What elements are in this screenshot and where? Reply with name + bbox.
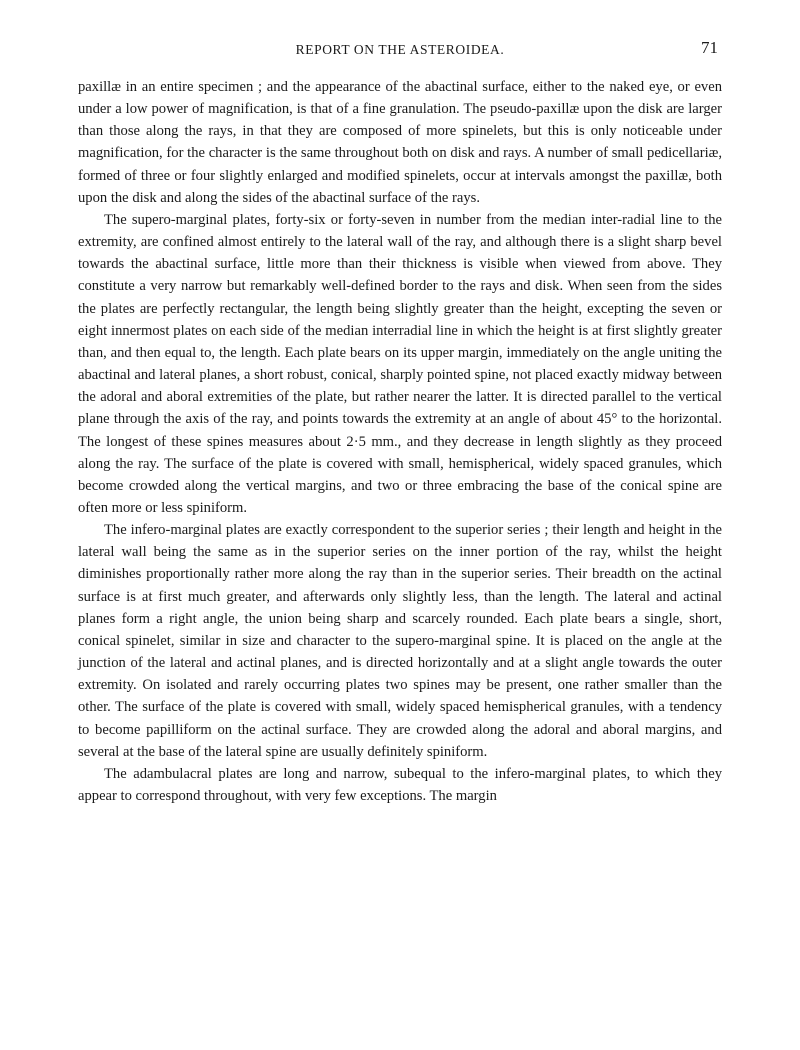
- paragraph-infero-marginal-plates: The infero-marginal plates are exactly correspondent to the superior series ; their length and height in the lateral wall being the same as in the superior series on the inner portion of the ray, whilst the height diminishes proportionally rather more along the ray than in the superior series. Their breadth on the actinal surface is at first much greater, and afterwards only slightly less, than the length. The lateral and actinal planes form a right angle, the union being sharp and scarcely rounded. Each plate bears a single, short, conical spinelet, similar in size and character to the supero-marginal spine. It is placed on the angle at the junction of the lateral and actinal planes, and is directed horizontally and at a slight angle towards the outer extremity. On isolated and rarely occurring plates two spines may be present, one rather smaller than the other. The surface of the plate is covered with small, widely spaced hemispherical granules, with a tendency to become papilliform on the actinal surface. They are crowded along the adoral and aboral margins, and several at the base of the lateral spine are usually definitely spiniform.: [78, 522, 722, 760]
- running-title: REPORT ON THE ASTEROIDEA.: [295, 42, 505, 57]
- document-page: [78, 36, 722, 807]
- running-header: [78, 36, 722, 66]
- page-number: 71: [701, 38, 718, 57]
- paragraph-supero-marginal-plates: The supero-marginal plates, forty-six or forty-seven in number from the median inter-radial line to the extremity, are confined almost entirely to the lateral wall of the ray, and although there is a slight sharp bevel towards the abactinal surface, little more than their thickness is visible when viewed from above. They constitute a very narrow but remarkably well-defined border to the rays and disk. When seen from the sides the plates are perfectly rectangular, the length being slightly greater than the height, excepting the seven or eight innermost plates on each side of the median interradial line in which the height is at first slightly greater than, and then equal to, the length. Each plate bears on its upper margin, immediately on the angle uniting the abactinal and lateral planes, a short robust, conical, sharply pointed spine, not placed exactly midway between the adoral and aboral extremities of the plate, but rather nearer the latter. It is directed parallel to the vertical plane through the axis of the ray, and points towards the extremity at an angle of about 45° to the horizontal. The longest of these spines measures about 2·5 mm., and they decrease in length slightly as they proceed along the ray. The surface of the plate is covered with small, hemispherical, widely spaced granules, which become crowded along the vertical margins, and two or three embracing the base of the conical spine are often more or less spiniform.: [78, 211, 722, 516]
- paragraph-paxillae-continued: paxillæ in an entire specimen ; and the appearance of the abactinal surface, either to the naked eye, or even under a low power of magnification, is that of a fine granulation. The pseudo-paxillæ upon the disk are larger than those along the rays, in that they are composed of more spinelets, but this is only noticeable under magnification, for the character is the same throughout both on disk and rays. A number of small pedicellariæ, formed of three or four slightly enlarged and modified spinelets, occur at intervals amongst the paxillæ, both upon the disk and along the sides of the abactinal surface of the rays.: [78, 79, 722, 206]
- body-text: [78, 76, 722, 807]
- paragraph-adambulacral-plates: The adambulacral plates are long and narrow, subequal to the infero-marginal plates, to which they appear to correspond throughout, with very few exceptions. The margin: [78, 765, 722, 804]
